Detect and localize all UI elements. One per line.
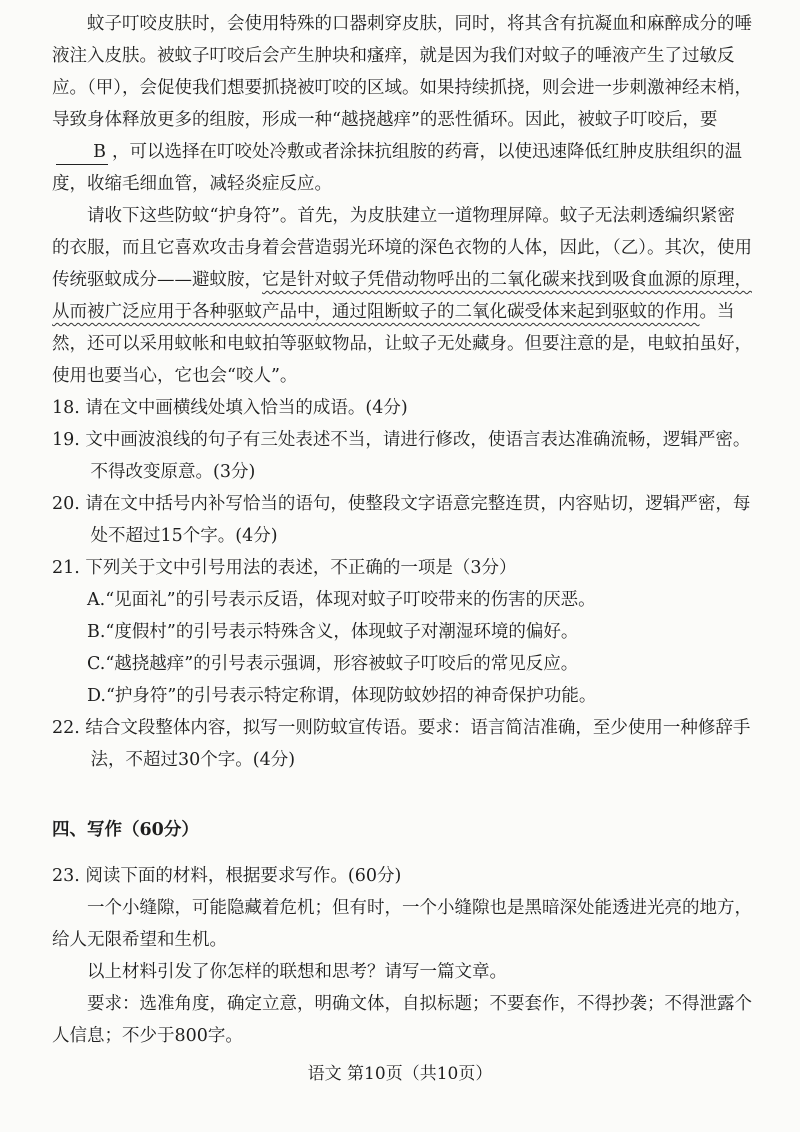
- question-number: 20.: [52, 494, 80, 514]
- question-text: 结合文段整体内容，拟写一则防蚊宣传语。要求：语言简洁准确，至少使用一种修辞手法，不超过30个字。(4分): [85, 718, 751, 770]
- question-text: 下列关于文中引号用法的表述，不正确的一项是（3分）: [85, 558, 517, 578]
- question-21: [52, 552, 752, 584]
- question-text: 阅读下面的材料，根据要求写作。(60分): [85, 866, 402, 886]
- page-footer: 语文 第10页（共10页）: [307, 1064, 493, 1084]
- question-text: 文中画波浪线的句子有三处表述不当，请进行修改，使语言表达准确流畅，逻辑严密。不得改变原意。(3分): [85, 430, 751, 482]
- question-20: [52, 488, 752, 552]
- page-content: [52, 8, 752, 1052]
- question-23: [52, 860, 752, 892]
- question-18: [52, 392, 752, 424]
- writing-material: 一个小缝隙，可能隐藏着危机；但有时，一个小缝隙也是黑暗深处能透进光亮的地方，给人无限希望和生机。: [52, 898, 752, 950]
- passage-paragraph-1: [52, 8, 752, 200]
- question-number: 22.: [52, 718, 80, 738]
- question-text: 请在文中画横线处填入恰当的成语。(4分): [85, 398, 408, 418]
- passage-p1-text: 蚊子叮咬皮肤时，会使用特殊的口器刺穿皮肤，同时，将其含有抗凝血和麻醉成分的唾液注入皮肤。被蚊子叮咬后会产生肿块和瘙痒，就是因为我们对蚊子的唾液产生了过敏反应。（甲），会促使我们想要抓挠被叮咬的区域。如果持续抓挠，则会进一步刺激神经末梢，导致身体释放更多的组胺，形成一种“越挠越痒”的恶性循环。因此，被蚊子叮咬后，要: [52, 14, 752, 130]
- question-19: [52, 424, 752, 488]
- question-number: 18.: [52, 398, 80, 418]
- option-d: D.“护身符”的引号表示特定称谓，体现防蚊妙招的神奇保护功能。: [87, 686, 597, 706]
- section-heading: 四、写作（60分）: [52, 820, 199, 840]
- option-b: B.“度假村”的引号表示特殊含义，体现蚊子对潮湿环境的偏好。: [87, 622, 579, 642]
- passage-p2-start: 请收下这些防蚊“护身符”。首先，为皮肤建立一道物理屏障。蚊子无法刺透编织紧密的衣服，而且它喜欢攻击身着会营造弱光环境的深色衣物的人体，因此，（乙）。其次，使用传统驱蚊成分——避蚊胺，: [52, 206, 752, 290]
- writing-requirements: 要求：选准角度，确定立意，明确文体，自拟标题；不要套作，不得抄袭；不得泄露个人信息；不少于800字。: [52, 994, 752, 1046]
- wavy-underlined-sentence: 它是针对蚊子凭借动物呼出的二氧化碳来找到吸食血源的原理，从而被广泛应用于各种驱蚊产品中，通过阻断蚊子的二氧化碳受体来起到驱蚊的作用: [52, 270, 752, 322]
- option-a: A.“见面礼”的引号表示反语，体现对蚊子叮咬带来的伤害的厌恶。: [87, 590, 596, 610]
- question-number: 23.: [52, 866, 80, 886]
- question-22: [52, 712, 752, 776]
- question-number: 19.: [52, 430, 80, 450]
- passage-paragraph-2: [52, 200, 752, 392]
- writing-prompt: 以上材料引发了你怎样的联想和思考？请写一篇文章。: [87, 962, 507, 982]
- question-text: 请在文中括号内补写恰当的语句，使整段文字语意完整连贯，内容贴切，逻辑严密，每处不超过15个字。(4分): [85, 494, 751, 546]
- passage-p1-end: ，可以选择在叮咬处冷敷或者涂抹抗组胺的药膏，以使迅速降低红肿皮肤组织的温度，收缩毛细血管，减轻炎症反应。: [52, 142, 742, 194]
- fill-blank: B: [56, 140, 108, 165]
- passage-p2-end: 。当然，还可以采用蚊帐和电蚊拍等驱蚊物品，让蚊子无处藏身。但要注意的是，电蚊拍虽好，使用也要当心，它也会“咬人”。: [52, 302, 752, 386]
- option-c: C.“越挠越痒”的引号表示强调，形容被蚊子叮咬后的常见反应。: [87, 654, 579, 674]
- question-number: 21.: [52, 558, 80, 578]
